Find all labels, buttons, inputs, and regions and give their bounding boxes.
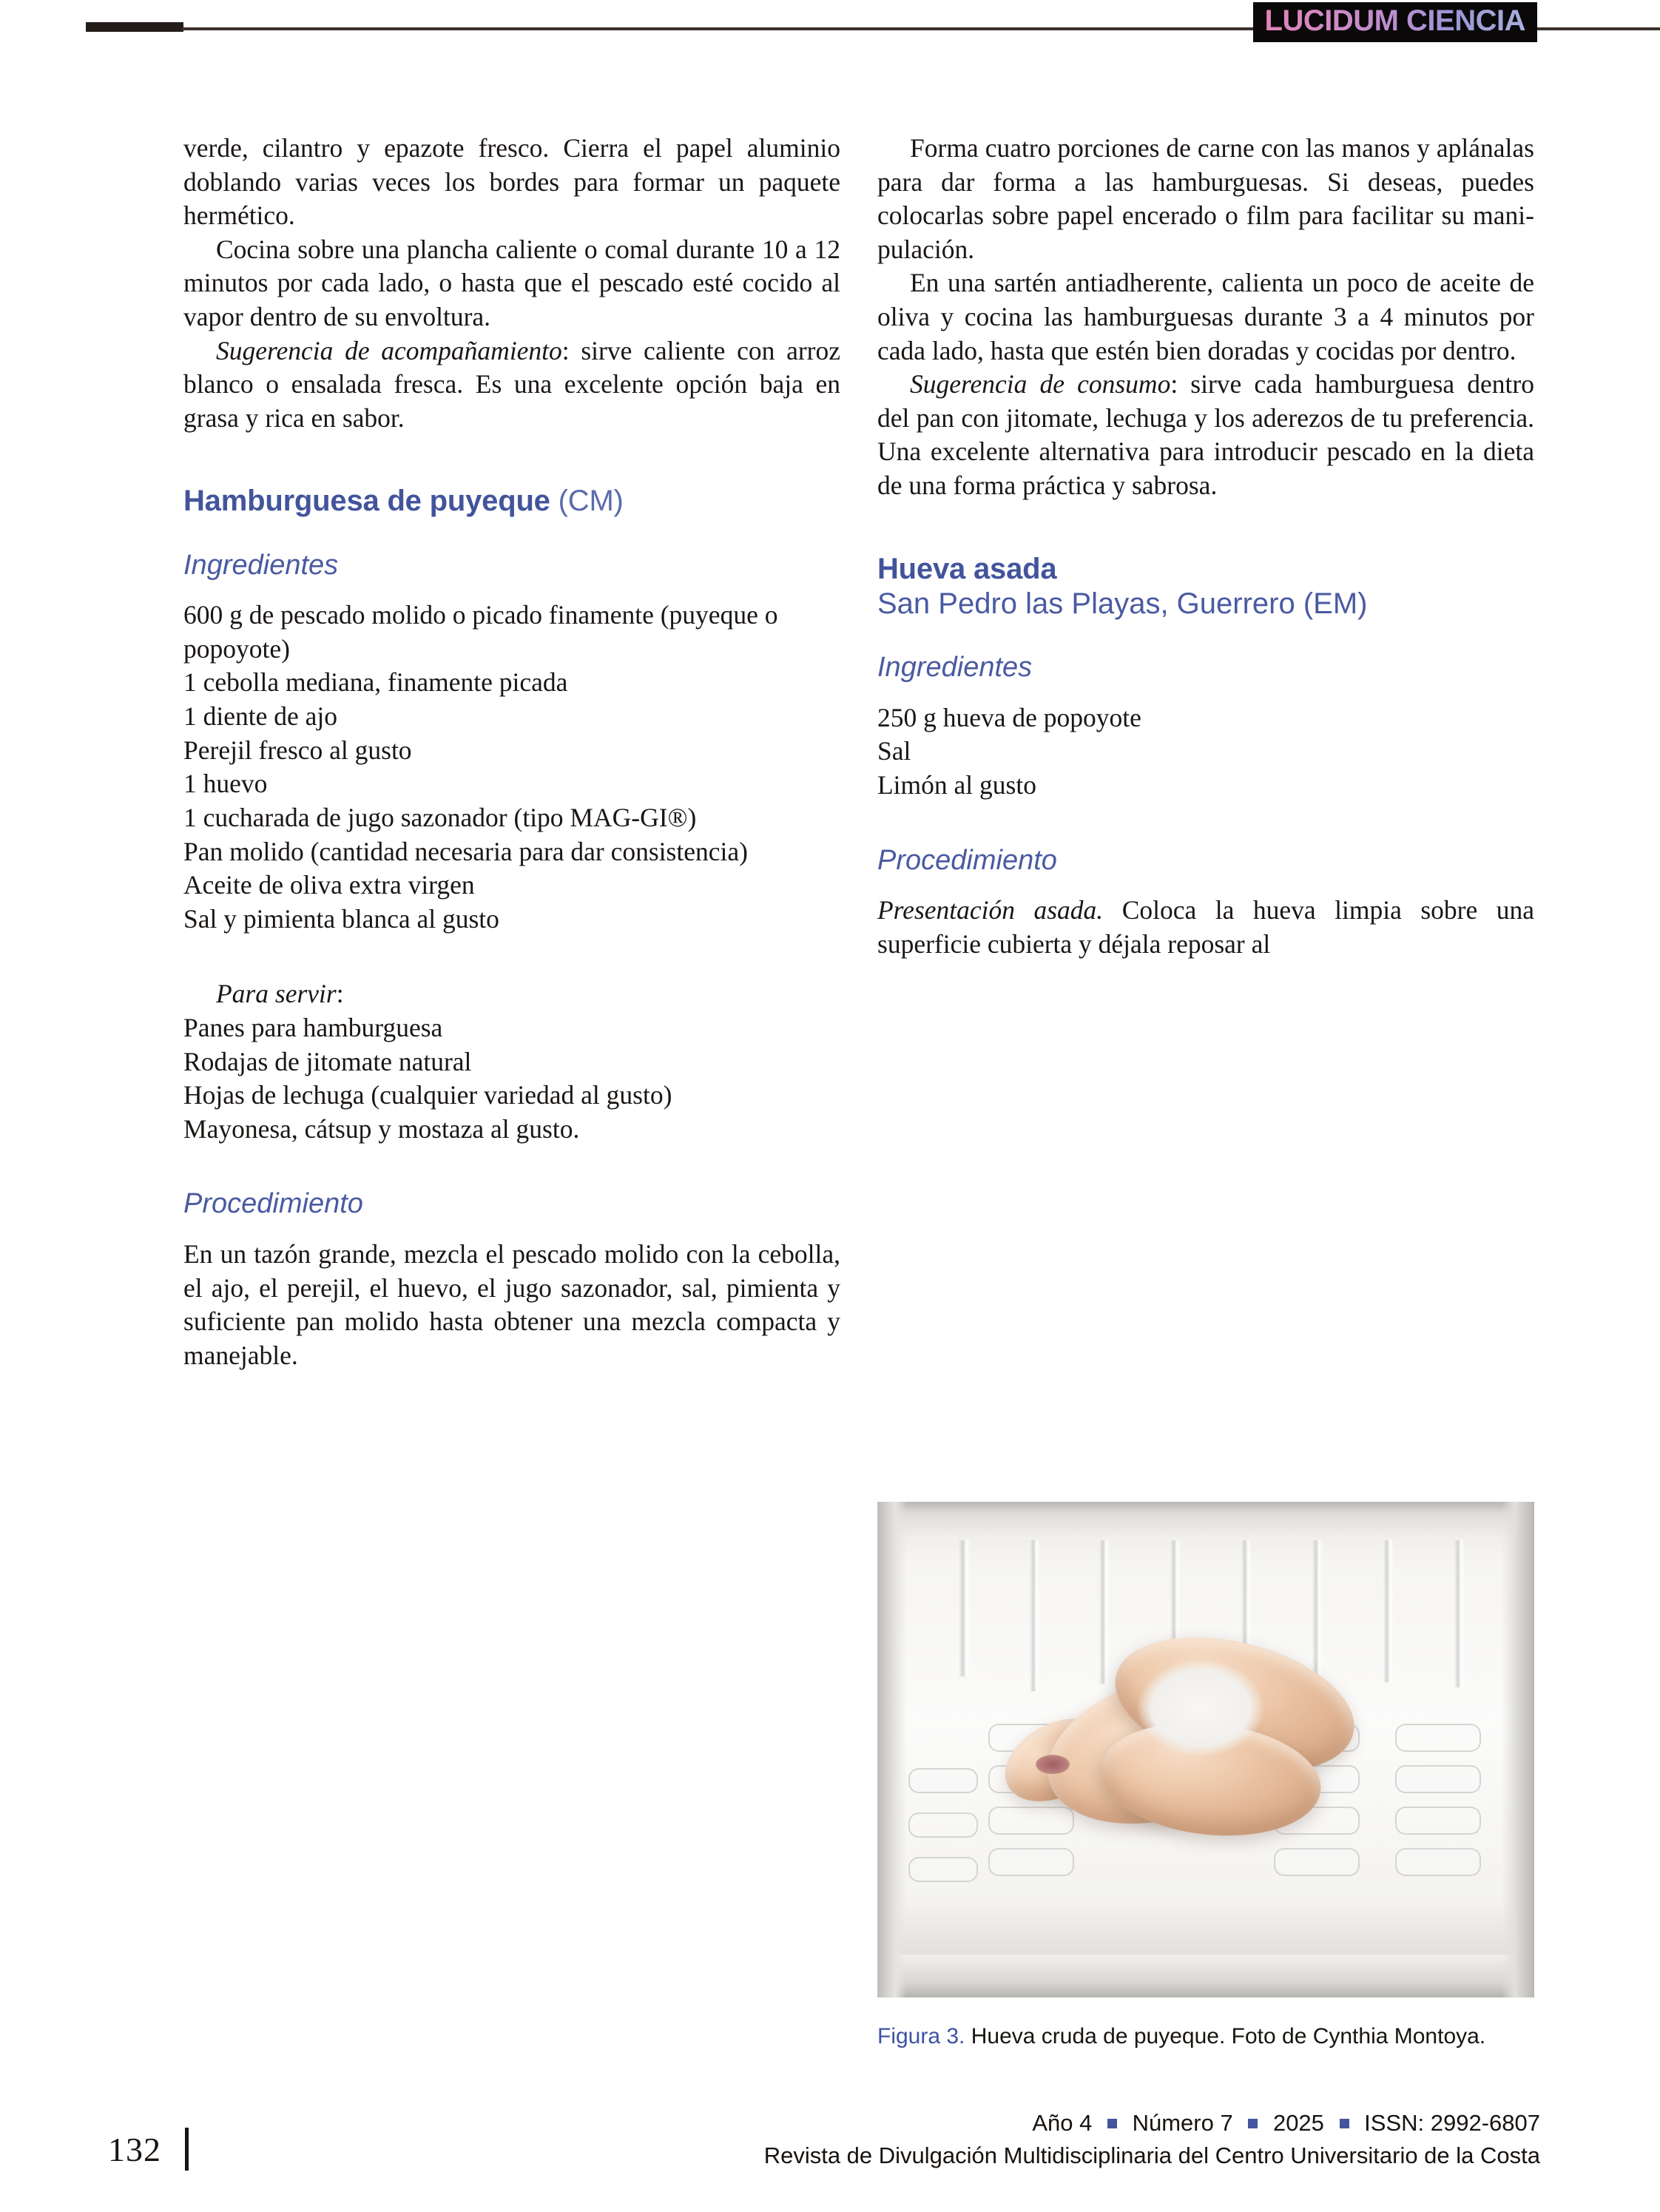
serving-suggestion-label: Sugerencia de acompañamiento (216, 335, 562, 365)
consumption-suggestion-text: : sirve cada hamburguesa dentro del pan con jitomate, lechuga y los aderezos de tu preferencia. Una excelente alternativa para introducir pescado en la dieta de una forma práctica y sabrosa. (877, 369, 1534, 501)
tray-slot (1395, 1724, 1481, 1752)
tray-slot (1274, 1848, 1360, 1876)
tray-slot (1395, 1765, 1481, 1793)
serving-item: Panes para hamburguesa (183, 1012, 443, 1042)
figure-3 (877, 1502, 1534, 2054)
footer-issue-line (764, 2107, 1540, 2139)
ingredient-item: Perejil fresco al gusto (183, 735, 412, 765)
recipe-title-hueva-asada: Hueva asada (877, 552, 1057, 585)
spacer (877, 877, 1534, 894)
ingredient-item: 1 cebolla mediana, finamente picada (183, 667, 568, 698)
heading-procedimiento-left: Procedimiento (183, 1188, 363, 1220)
ingredient-item: 1 diente de ajo (183, 701, 337, 732)
tray-rim-right (1502, 1502, 1534, 1997)
fish-roe-inner-gap (1138, 1660, 1263, 1756)
tray-ridge (1454, 1536, 1465, 1687)
spacer (183, 582, 840, 598)
serving-suggestion-text: : sirve caliente con arroz blanco o ensalada fresca. Es una excelente opción baja en grasa y rica en sabor. (183, 335, 840, 433)
recipe-title-hamburguesa (183, 484, 840, 519)
para-servir-colon: : (336, 979, 344, 1009)
tray-slot (908, 1813, 978, 1838)
page-number: 132 (108, 2131, 161, 2168)
figure-caption-text: Hueva cruda de puyeque. Foto de Cynthia Montoya. (965, 2024, 1486, 2049)
separator-square-icon (1248, 2119, 1258, 2128)
recipe-subtitle-location: San Pedro las Playas, Guerrero (EM) (877, 587, 1368, 620)
para-servir-label (183, 977, 840, 1011)
ingredient-item: Aceite de oliva extra virgen (183, 870, 475, 900)
tray-slot (1395, 1848, 1481, 1876)
right-column (877, 132, 1534, 961)
left-column (183, 132, 840, 1372)
paragraph-continuation: verde, cilantro y epazote fresco. Cierra el papel aluminio doblando varias veces los bordes para formar un paquete hermético. (183, 133, 840, 231)
tray-ridge (959, 1536, 971, 1676)
ingredient-item: 1 huevo (183, 769, 268, 799)
footer-journal-line: Revista de Divulgación Multidisciplinaria del Centro Universitario de la Costa (763, 2142, 1540, 2168)
tray-rim-left (877, 1502, 907, 1997)
figure-caption (877, 2020, 1534, 2054)
spacer (877, 803, 1534, 844)
recipe-title-code: (CM) (550, 485, 624, 518)
para-servir-italic: Para servir (216, 979, 337, 1009)
tray-slot (1395, 1807, 1481, 1835)
ingredient-item: Sal (877, 736, 911, 766)
tray-ridge (1312, 1536, 1323, 1691)
journal-badge (1253, 2, 1537, 42)
tray-rim-top (877, 1502, 1534, 1540)
serving-item: Rodajas de jitomate natural (183, 1046, 472, 1076)
heading-ingredientes-right: Ingredientes (877, 652, 1033, 684)
paragraph-pan-cooking: En una sartén antiadherente, calienta un poco de aceite de oliva y cocina las hamburguesas durante 3 a 4 minutos por cada lado, hasta que estén bien doradas y cocidas por dentro. (877, 268, 1534, 365)
footer-number: Número 7 (1132, 2109, 1233, 2136)
footer-year: Año 4 (1032, 2109, 1093, 2136)
figure-caption-label: Figura 3. (877, 2024, 965, 2049)
spacer (877, 621, 1534, 651)
journal-badge-label: LUCIDUM CIENCIA (1264, 4, 1525, 37)
ingredient-item: Pan molido (cantidad necesaria para dar consistencia) (183, 836, 748, 866)
fish-roe-vein (1036, 1755, 1070, 1774)
presentacion-asada-text: Coloca la hueva limpia sobre una superficie cubierta y déjala reposar al (877, 895, 1534, 959)
serving-item: Hojas de lechuga (cualquier variedad al gusto) (183, 1080, 672, 1110)
spacer (183, 1221, 840, 1238)
tray-slot (908, 1768, 978, 1793)
spacer (183, 435, 840, 484)
paragraph-cooking: Cocina sobre una plancha caliente o comal durante 10 a 12 minutos por cada lado, o hasta que el pescado esté cocido al vapor dentro de su envoltura. (183, 234, 840, 332)
spacer (877, 685, 1534, 701)
paragraph-procedimiento-right (877, 894, 1534, 961)
spacer (183, 936, 840, 977)
tray-rim-bottom (877, 1955, 1534, 1997)
page-footer (0, 2071, 1660, 2212)
footer-issn: ISSN: 2992-6807 (1364, 2109, 1540, 2136)
page-header (0, 0, 1660, 52)
spacer (877, 503, 1534, 552)
tray-ridge (1030, 1536, 1040, 1691)
separator-square-icon (1340, 2119, 1349, 2128)
ingredient-item: 250 g hueva de popoyote (877, 702, 1141, 732)
tray-slot (908, 1857, 978, 1882)
presentacion-asada-label: Presentación asada. (877, 895, 1104, 925)
page-number-rule (185, 2128, 189, 2171)
tray-ridge (1099, 1536, 1110, 1684)
header-rule-thick (86, 22, 183, 32)
paragraph-forming-patties: Forma cuatro porciones de carne con las manos y aplánalas para dar forma a las hamburguesas. Si deseas, puedes colocarlas sobre papel encerado o film para facilitar su manipulación. (877, 133, 1534, 264)
spacer (183, 519, 840, 549)
recipe-title-main: Hamburguesa de puyeque (183, 485, 550, 518)
ingredient-item: 1 cucharada de jugo sazonador (tipo MAG-GI®) (183, 802, 697, 832)
separator-square-icon (1107, 2119, 1117, 2128)
figure-photo (877, 1502, 1534, 1997)
paragraph-consumption-suggestion (877, 368, 1534, 502)
footer-meta (764, 2107, 1540, 2172)
consumption-suggestion-label: Sugerencia de consumo (910, 369, 1171, 399)
heading-procedimiento-right: Procedimiento (877, 844, 1057, 876)
heading-ingredientes-left: Ingredientes (183, 549, 339, 581)
ingredient-item: 600 g de pescado molido o picado finamente (puyeque o popoyote) (183, 600, 778, 664)
paragraph-serving-suggestion (183, 334, 840, 436)
serving-item: Mayonesa, cátsup y mostaza al gusto. (183, 1113, 580, 1144)
ingredient-item: Sal y pimienta blanca al gusto (183, 903, 499, 934)
tray-ridge (1383, 1536, 1394, 1682)
paragraph-procedimiento-left: En un tazón grande, mezcla el pescado molido con la cebolla, el ajo, el perejil, el huevo, el jugo sazonador, sal, pimienta y suficiente pan molido hasta obtener una mezcla compacta y manejable. (183, 1239, 840, 1370)
footer-date: 2025 (1272, 2109, 1324, 2136)
ingredient-item: Limón al gusto (877, 769, 1036, 800)
tray-slot (988, 1807, 1074, 1835)
tray-slot (988, 1848, 1074, 1876)
spacer (183, 1146, 840, 1187)
